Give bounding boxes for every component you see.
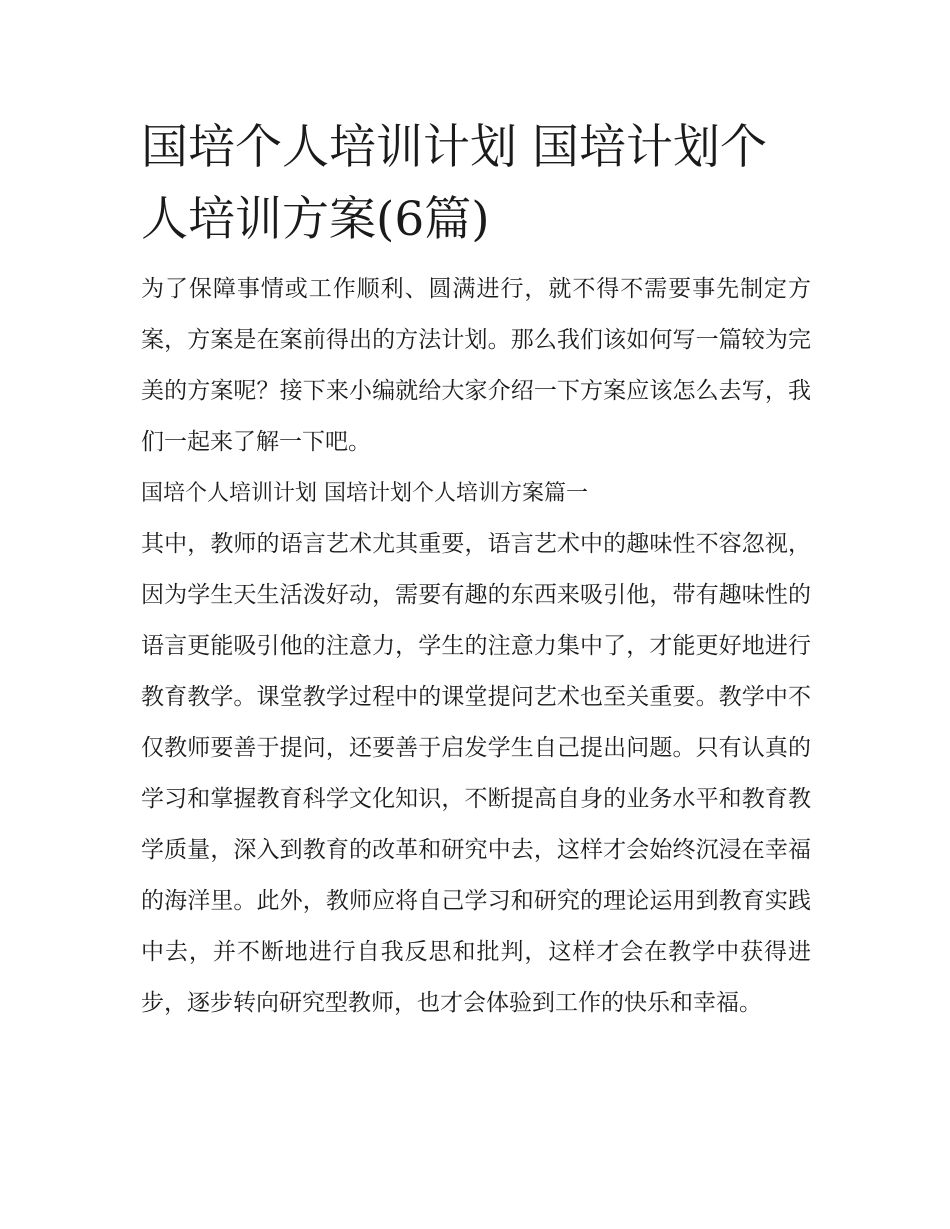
document-page [141, 112, 811, 1029]
intro-paragraph: 为了保障事情或工作顺利、圆满进行，就不得不需要事先制定方案，方案是在案前得出的方法计划。那么我们该如何写一篇较为完美的方案呢？接下来小编就给大家介绍一下方案应该怎么去写，我们一起来了解一下吧。 [141, 276, 811, 455]
section-heading: 国培个人培训计划 国培计划个人培训方案篇一 [141, 481, 588, 506]
section-body-paragraph: 其中，教师的语言艺术尤其重要，语言艺术中的趣味性不容忽视，因为学生天生活泼好动，需要有趣的东西来吸引他，带有趣味性的语言更能吸引他的注意力，学生的注意力集中了，才能更好地进行教育教学。课堂教学过程中的课堂提问艺术也至关重要。教学中不仅教师要善于提问，还要善于启发学生自己提出问题。只有认真的学习和掌握教育科学文化知识，不断提高自身的业务水平和教育教学质量，深入到教育的改革和研究中去，这样才会始终沉浸在幸福的海洋里。此外，教师应将自己学习和研究的理论运用到教育实践中去，并不断地进行自我反思和批判，这样才会在教学中获得进步，逐步转向研究型教师，也才会体验到工作的快乐和幸福。 [141, 531, 811, 1016]
document-title: 国培个人培训计划 国培计划个人培训方案(6篇) [141, 120, 767, 247]
